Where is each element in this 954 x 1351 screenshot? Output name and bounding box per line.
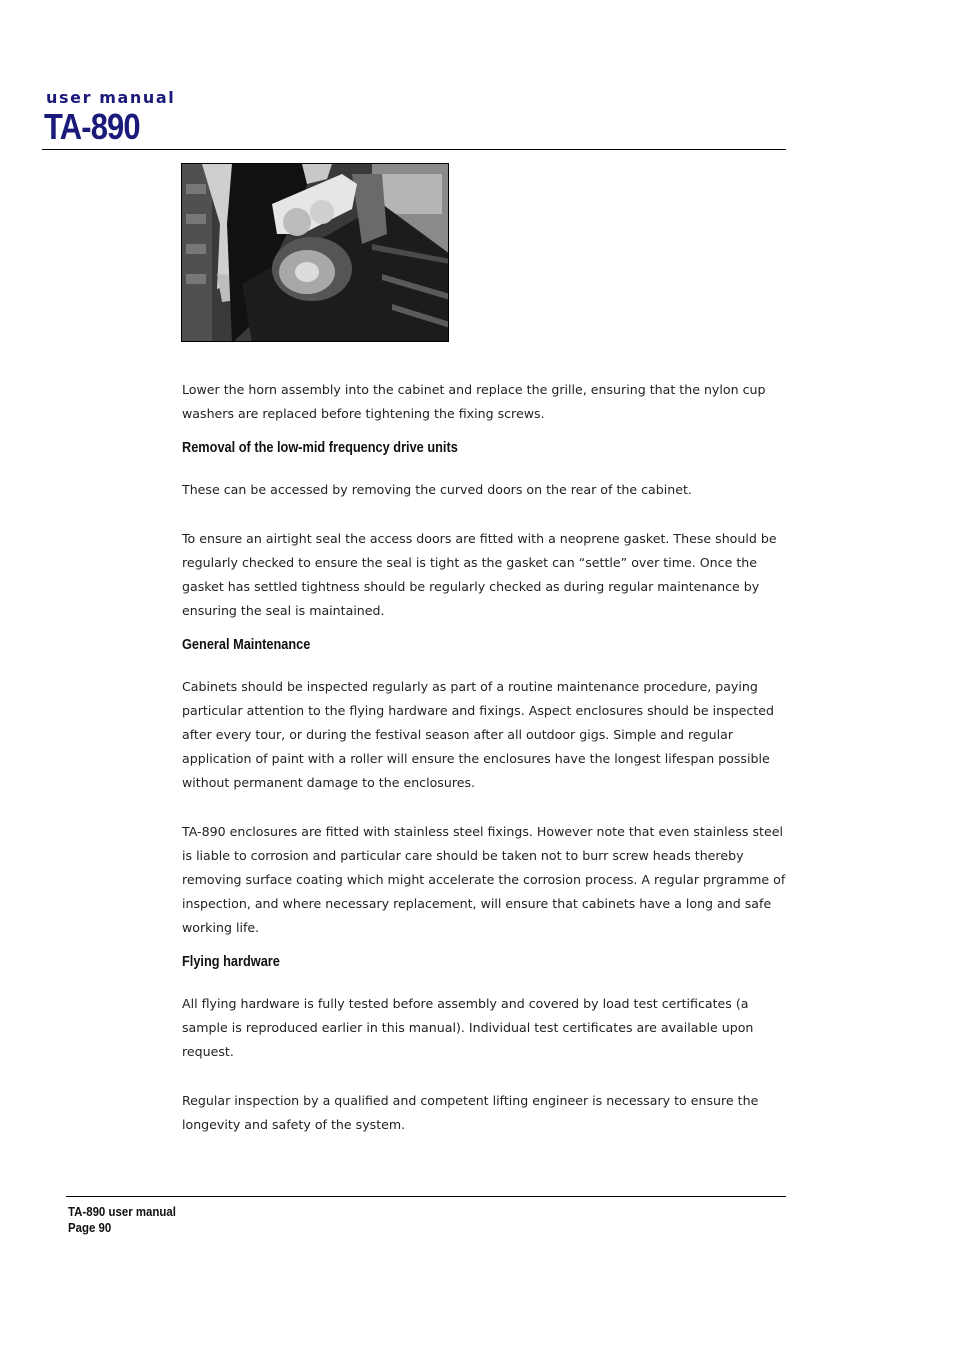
page-footer [68,1204,176,1236]
paragraph-regular-inspection: Regular inspection by a qualified and competent lifting engineer is necessary to ensure the longevity and safety of the system. [182,1093,759,1132]
header-rule [42,149,786,150]
document-title: TA-890 [44,106,140,147]
paragraph-access-doors: These can be accessed by removing the curved doors on the rear of the cabinet. [182,482,692,497]
main-content [182,378,788,1137]
paragraph-cabinet-inspection: Cabinets should be inspected regularly as part of a routine maintenance procedure, paying particular attention to the flying hardware and fixings. Aspect enclosures should be inspected after every tour, or during the festival season after all outdoor gigs. Simple and regular application of paint with a roller will ensure the enclosures have the longest lifespan possible without permanent damage to the enclosures. [182,679,774,790]
paragraph-load-test: All flying hardware is fully tested before assembly and covered by load test certificates (a sample is reproduced earlier in this manual). Individual test certificates are available upon request. [182,996,754,1059]
paragraph-gasket: To ensure an airtight seal the access doors are fitted with a neoprene gasket. These should be regularly checked to ensure the seal is tight as the gasket can “settle” over time. Once the gasket has settled tightness should be regularly checked as during regular maintenance by ensuring the seal is maintained. [182,531,777,618]
heading-general-maintenance: General Maintenance [182,637,311,653]
paragraph-stainless-fixings: TA-890 enclosures are fitted with stainless steel fixings. However note that even stainless steel is liable to corrosion and particular care should be taken not to burr screw heads thereby removing surface coating which might accelerate the corrosion process. A regular prgramme of inspection, and where necessary replacement, will ensure that cabinets have a long and safe working life. [182,824,786,935]
horn-assembly-photo [181,163,449,342]
header-subtitle: user manual [46,88,176,107]
footer-rule [66,1196,786,1197]
footer-page-number: Page 90 [68,1220,112,1235]
paragraph-horn-assembly: Lower the horn assembly into the cabinet and replace the grille, ensuring that the nylon cup washers are replaced before tightening the fixing screws. [182,382,766,421]
heading-flying-hardware: Flying hardware [182,954,280,970]
heading-low-mid-removal: Removal of the low-mid frequency drive units [182,440,458,456]
photo-illustration [182,164,449,342]
footer-manual-name: TA-890 user manual [68,1204,176,1219]
